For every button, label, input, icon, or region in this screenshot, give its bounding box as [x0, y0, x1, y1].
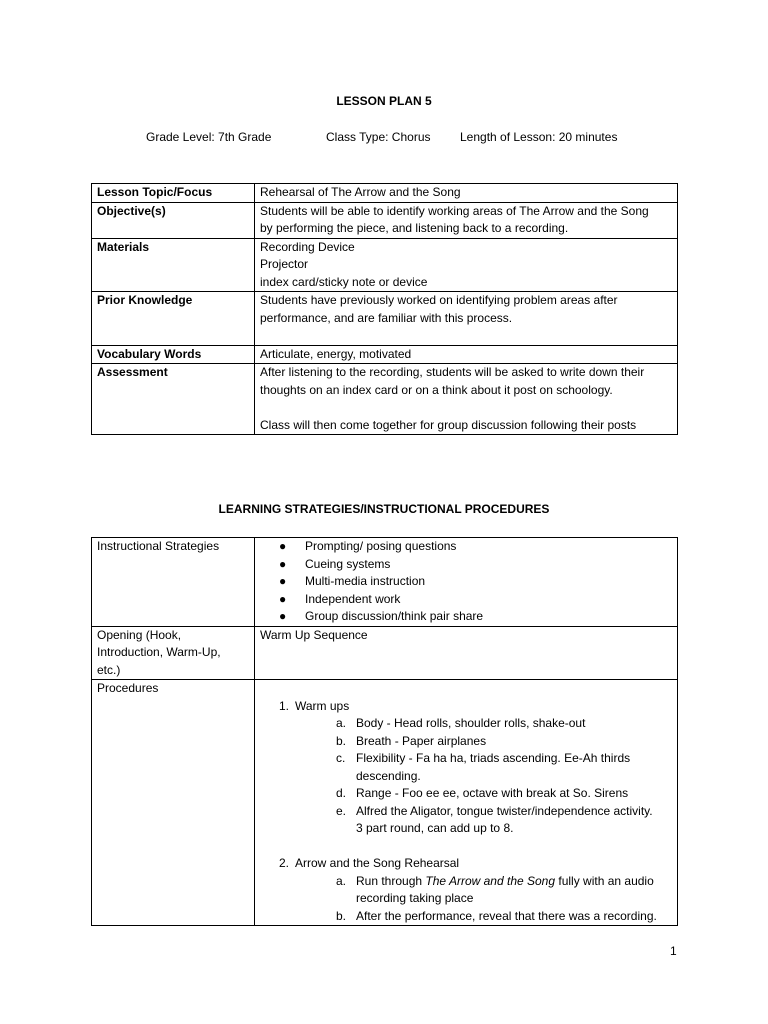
list-item: ● Multi-media instruction — [279, 573, 672, 591]
row-label: Objective(s) — [92, 202, 255, 238]
bullet-icon: ● — [279, 556, 287, 571]
section-title: LEARNING STRATEGIES/INSTRUCTIONAL PROCEDURES — [218, 502, 550, 516]
list-item: ● Cueing systems — [279, 556, 672, 574]
procedure-substep: d. Range - Foo ee ee, octave with break at So. Sirens — [336, 786, 629, 800]
row-label: Instructional Strategies — [92, 538, 255, 627]
row-label: Prior Knowledge — [92, 292, 255, 346]
list-item: ● Group discussion/think pair share — [279, 608, 672, 626]
grade-level: Grade Level: 7th Grade — [146, 130, 272, 144]
procedure-step: 1. Warm ups — [279, 698, 350, 713]
row-value — [255, 538, 678, 627]
lesson-overview-table — [91, 183, 678, 435]
row-label: Procedures — [92, 680, 255, 926]
piece-title: The Arrow and the Song — [425, 873, 556, 888]
row-value: Rehearsal of The Arrow and the Song — [255, 184, 678, 203]
table-row — [92, 680, 678, 926]
procedure-substep: c. Flexibility - Fa ha ha, triads ascending. Ee-Ah thirds descending. — [336, 751, 631, 783]
row-label: Lesson Topic/Focus — [92, 184, 255, 203]
table-row — [92, 538, 678, 627]
row-value: Articulate, energy, motivated — [255, 345, 678, 364]
procedure-step: 2. Arrow and the Song Rehearsal — [279, 856, 460, 870]
lesson-length: Length of Lesson: 20 minutes — [460, 130, 618, 144]
table-row — [92, 345, 678, 364]
row-value: After listening to the recording, students will be asked to write down their thoughts on an index card or on a think about it post on schoology. Class will then come together for group discussion following their posts — [255, 364, 678, 435]
procedures-table — [91, 537, 678, 926]
bullet-icon: ● — [279, 591, 287, 606]
list-item: ● Prompting/ posing questions — [279, 538, 672, 556]
table-row — [92, 364, 678, 435]
row-label: Opening (Hook, Introduction, Warm-Up, etc.) — [92, 626, 255, 680]
row-label: Vocabulary Words — [92, 345, 255, 364]
procedure-substep: a. Body - Head rolls, shoulder rolls, shake-out — [336, 716, 586, 730]
list-item: ● Independent work — [279, 591, 672, 609]
procedure-substep: a. Run through The Arrow and the Song fully with an audio recording taking place — [336, 873, 654, 905]
bullet-icon: ● — [279, 539, 287, 553]
table-row — [92, 292, 678, 346]
row-label: Materials — [92, 238, 255, 292]
bullet-icon: ● — [279, 574, 287, 588]
table-row — [92, 626, 678, 680]
row-value: Students have previously worked on identifying problem areas after performance, and are familiar with this process. — [255, 292, 678, 346]
table-row — [92, 202, 678, 238]
row-value: Students will be able to identify working areas of The Arrow and the Song by performing the piece, and listening back to a recording. — [255, 202, 678, 238]
row-value: Recording Device Projector index card/sticky note or device — [255, 238, 678, 292]
page-title: LESSON PLAN 5 — [336, 94, 432, 108]
procedure-substep: e. Alfred the Aligator, tongue twister/independence activity. 3 part round, can add up to 8. — [336, 803, 653, 835]
procedure-substep: b. After the performance, reveal that there was a recording. — [336, 908, 657, 923]
page-number: 1 — [670, 944, 677, 958]
procedure-substep: b. Breath - Paper airplanes — [336, 733, 487, 748]
procedure-list — [260, 680, 672, 925]
row-value: Warm Up Sequence — [255, 626, 678, 680]
row-value — [255, 680, 678, 926]
row-label: Assessment — [92, 364, 255, 435]
strategy-list — [260, 538, 672, 626]
table-row — [92, 238, 678, 292]
table-row — [92, 184, 678, 203]
bullet-icon: ● — [279, 609, 287, 623]
class-type: Class Type: Chorus — [326, 130, 431, 144]
